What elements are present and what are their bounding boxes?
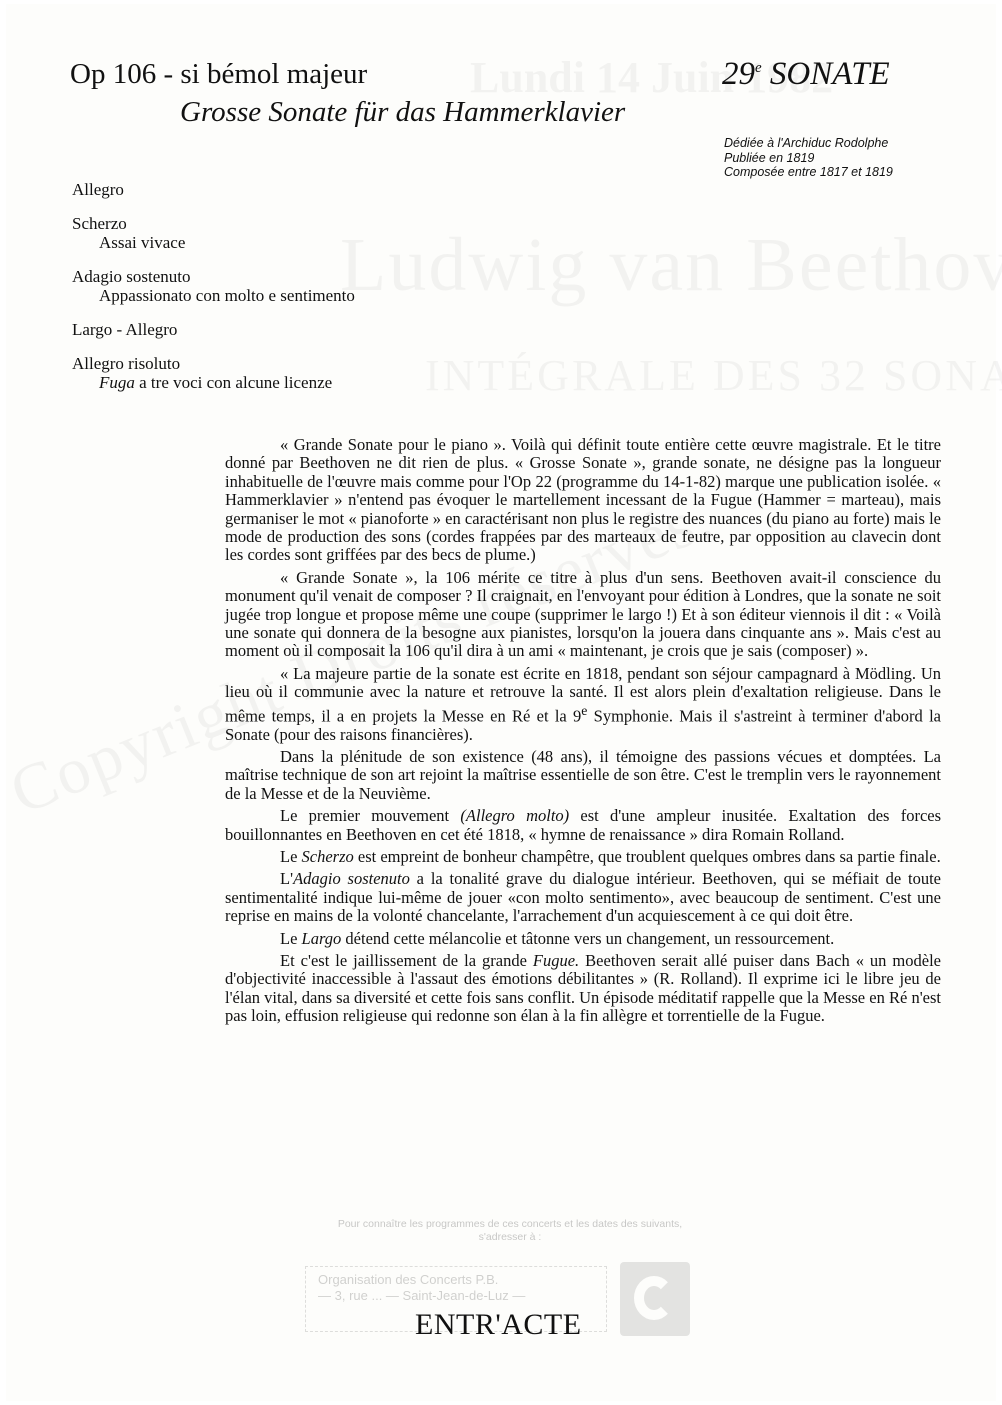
publication-line: Publiée en 1819 (724, 150, 815, 165)
sonata-word: SONATE (769, 56, 890, 92)
notes-text: Et c'est le jaillissement de la grande (280, 951, 533, 971)
stamp-line: — 3, rue ... — Saint-Jean-de-Luz — (318, 1288, 526, 1303)
page-subtitle: Grosse Sonate für das Hammerklavier (180, 96, 626, 128)
notes-paragraph (225, 665, 941, 744)
organizer-logo-icon (620, 1262, 690, 1336)
notes-italic: Scherzo (301, 847, 354, 867)
notes-paragraph: Dans la plénitude de son existence (48 ans), il témoigne des passions vécues et domptées. La maîtrise technique de son art rejoint la maîtrise essentielle de son être. C'est le tremplin vers le rayonnement de la Messe et de la Neuvième. (225, 747, 941, 803)
notes-superscript: e (581, 702, 588, 718)
movement-tempo-italic: Fuga (99, 373, 135, 392)
footer-note-line: Pour connaître les programmes de ces concerts et les dates des suivants, (337, 1218, 683, 1230)
notes-paragraph (225, 848, 941, 866)
movement-tempo (72, 373, 532, 392)
organizer-stamp-text (318, 1272, 588, 1304)
movement-item (72, 214, 532, 252)
notes-text: Le (280, 847, 302, 867)
sonata-number (722, 56, 890, 93)
notes-paragraph: « Grande Sonate », la 106 mérite ce titre à plus d'un sens. Beethoven avait-il conscience du monument qu'il venait de composer ? Il craignait, en l'envoyant pour édition à Londres, que la sonate ne soit jugée trop longue et propose même une coupe (supprimer le largo !) Et à son éditeur viennois il dit : « Voilà une sonate qui donnera de la besogne aux pianistes, lorsqu'on la jouera dans cinquante ans ». Mais c'est au moment où il composait la 106 qu'il dira à un ami « maintenant, je crois que je sais (composer) ». (225, 567, 941, 661)
movement-name: Adagio sostenuto (72, 267, 191, 286)
sonata-number-value: 29 (722, 56, 755, 92)
notes-text: L' (280, 869, 294, 889)
notes-paragraph (225, 870, 941, 925)
sonata-number-suffix: e (755, 60, 762, 76)
notes-italic: (Allegro molto) (460, 806, 570, 826)
notes-text: est empreint de bonheur champêtre, que troublent quelques ombres dans sa partie finale. (353, 847, 941, 867)
notes-paragraph (225, 807, 941, 844)
movement-name: Allegro (72, 180, 124, 199)
notes-text: Beethoven serait allé puiser dans Bach « un modèle d'objectivité inaccessible à l'assaut des émotions débilitantes » (R. Rolland). Il exprime ici le libre jeu de l'élan vital, dans sa diversité et cette fois sans conflit. Un épisode méditatif rappelle que la Messe en Ré n'est pas loin, effusion religieuse qui redonne son élan à la fin allègre et torrentielle de la Fugue. (225, 951, 941, 1026)
movement-tempo: Appassionato con molto e sentimento (99, 286, 355, 305)
footer-note (230, 1218, 790, 1244)
notes-paragraph (225, 952, 941, 1026)
notes-text: détend cette mélancolie et tâtonne vers un changement, un ressourcement. (341, 928, 835, 948)
movement-item (72, 180, 532, 199)
movement-name: Largo - Allegro (72, 320, 178, 339)
notes-text: Symphonie. Mais il s'astreint à terminer d'abord la Sonate (pour des raisons financières). (225, 706, 941, 744)
notes-paragraph: « Grande Sonate pour le piano ». Voilà qui définit toute entière cette œuvre magistrale. Et le titre donné par Beethoven ne dit rien de plus. « Grosse Sonate », grande sonate, ne désigne pas la longueur inhabituelle de l'œuvre mais comme pour l'Op 22 (programme du 14-1-82) marque une publication isolée. « Hammerklavier » n'entend pas évoquer le martellement incessant de la Fugue (Hammer = marteau), mais germaniser le mot « pianoforte » en caractérisant non plus le registre des nuances (du piano au forte) mais le mode de production des sons (cordes frappées par des marteaux de feutre, par opposition au clavecin dont les cordes sont griffées par des becs de plume.) (225, 435, 941, 565)
dedication-block (724, 136, 893, 180)
notes-text: a la tonalité grave du dialogue intérieur. Beethoven, qui se méfiait de toute sentimentalité indique lui-même de jouer «con molto sentimento», avec beaucoup de sentiment. C'est une reprise en mains de la volonté chancelante, l'arrachement d'un acquiescement à ce qui doit être. (225, 869, 941, 926)
footer-note-line: s'adresser à : (478, 1231, 542, 1243)
notes-text: « La majeure partie de la sonate est écrite en 1818, pendant son séjour campagnard à Mödling. Un lieu où il communie avec la nature et retrouve la santé. Il est alors plein d'exaltation religieuse. Dans le même temps, il a en projets la Messe en Ré et la 9 (225, 663, 941, 726)
notes-italic: Adagio sostenuto (293, 869, 410, 889)
movement-item (72, 320, 532, 339)
program-notes (225, 436, 941, 1030)
page-title: Op 106 - si bémol majeur (70, 58, 368, 90)
movement-name: Scherzo (72, 214, 127, 233)
stamp-line: Organisation des Concerts P.B. (318, 1272, 499, 1287)
notes-text: est d'une ampleur inusitée. Exaltation des forces bouillonnantes en Beethoven en cet été 1818, « hymne de renaissance » dira Romain Rolland. (225, 806, 942, 844)
dedication-line: Dédiée à l'Archiduc Rodolphe (724, 136, 889, 150)
entracte-label: ENTR'ACTE (415, 1308, 582, 1341)
composition-line: Composée entre 1817 et 1819 (724, 165, 893, 179)
movement-item (72, 267, 532, 305)
notes-italic: Largo (301, 928, 342, 948)
movement-tempo-rest: a tre voci con alcune licenze (134, 373, 333, 392)
notes-paragraph (225, 930, 941, 948)
movement-name: Allegro risoluto (72, 354, 181, 373)
notes-italic: Fugue. (532, 951, 580, 971)
movement-item (72, 354, 532, 392)
notes-text: Le premier mouvement (280, 806, 461, 826)
notes-text: Le (280, 928, 302, 948)
movement-list (72, 180, 532, 407)
movement-tempo: Assai vivace (99, 233, 186, 252)
